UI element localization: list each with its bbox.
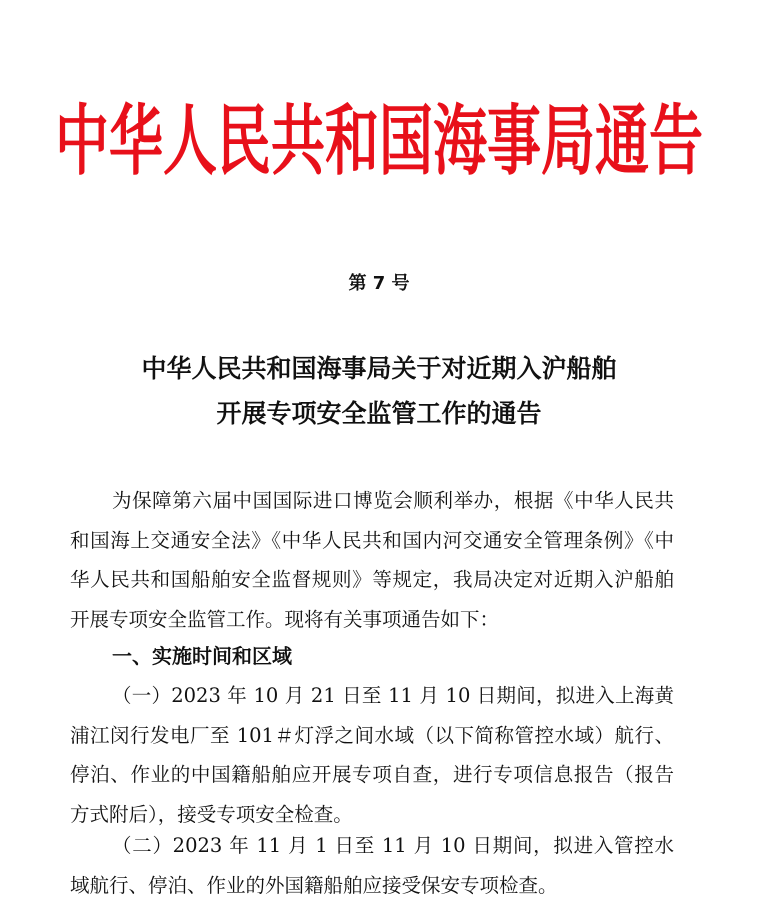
section-heading-1: 一、实施时间和区域 xyxy=(112,644,292,668)
document-title-line-1: 中华人民共和国海事局关于对近期入沪船舶 xyxy=(141,354,617,383)
document-title-line-2: 开展专项安全监管工作的通告 xyxy=(216,399,542,428)
item-paragraph-1: （一）2023 年 10 月 21 日至 11 月 10 日期间，拟进入上海黄浦江闵行发电厂至 101＃灯浮之间水域（以下简称管控水域）航行、停泊、作业的中国籍船舶应开展专项自查，进行专项信息报告（报告方式附后），接受专项安全检查。 xyxy=(70,684,674,826)
item-paragraph-2: （二）2023 年 11 月 1 日至 11 月 10 日期间，拟进入管控水域航行、停泊、作业的外国籍船舶应接受保安专项检查。 xyxy=(70,834,674,897)
document-number: 第 7 号 xyxy=(348,273,410,294)
intro-paragraph: 为保障第六届中国国际进口博览会顺利举办，根据《中华人民共和国海上交通安全法》《中华人民共和国内河交通安全管理条例》《中华人民共和国船舶安全监督规则》等规定，我局决定对近期入沪船舶开展专项安全监管工作。现将有关事项通告如下： xyxy=(70,489,674,631)
masthead-title: 中华人民共和国海事局通告 xyxy=(55,96,703,187)
